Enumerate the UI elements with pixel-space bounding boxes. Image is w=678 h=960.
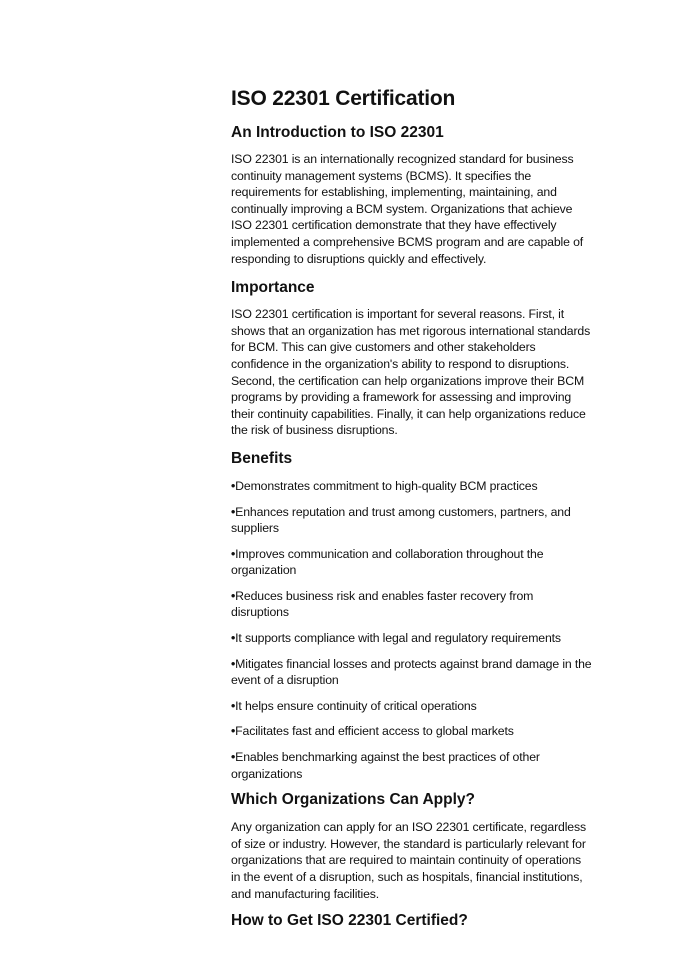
list-item-text: Demonstrates commitment to high-quality BCM practices xyxy=(235,478,538,493)
list-item xyxy=(231,588,593,621)
list-item-text: Facilitates fast and efficient access to global markets xyxy=(235,724,514,739)
list-item-text: It helps ensure continuity of critical operations xyxy=(235,698,477,713)
bullet-icon: • xyxy=(231,698,236,713)
list-item-text: Mitigates financial losses and protects against brand damage in the event of a disruption xyxy=(231,656,592,688)
list-item xyxy=(231,504,593,537)
list-item xyxy=(231,478,593,495)
list-item xyxy=(231,630,593,647)
list-item-text: Reduces business risk and enables faster recovery from disruptions xyxy=(231,588,534,620)
intro-paragraph: ISO 22301 is an internationally recognized standard for business continuity management systems (BCMS). It specifies the requirements for establishing, implementing, maintaining, and continually improving a BCM system. Organizations that achieve ISO 22301 certification demonstrate that they have effectively implemented a comprehensive BCMS program and are capable of responding to disruptions quickly and effectively. xyxy=(231,152,584,266)
bullet-icon: • xyxy=(231,656,236,671)
page-title: ISO 22301 Certification xyxy=(231,87,456,110)
howto-heading: How to Get ISO 22301 Certified? xyxy=(231,912,468,930)
bullet-icon: • xyxy=(231,588,236,603)
bullet-icon: • xyxy=(231,724,236,739)
importance-paragraph: ISO 22301 certification is important for several reasons. First, it shows that an organization has met rigorous international standards for BCM. This can give customers and other stakeholders confidence in the organization's ability to respond to disruptions. Second, the certification can help organizations improve their BCM programs by providing a framework for assessing and improving their continuity capabilities. Finally, it can help organizations reduce the risk of business disruptions. xyxy=(231,307,591,438)
bullet-icon: • xyxy=(231,504,236,519)
organizations-heading: Which Organizations Can Apply? xyxy=(231,791,475,809)
intro-heading: An Introduction to ISO 22301 xyxy=(231,124,444,141)
list-item-text: Enhances reputation and trust among customers, partners, and suppliers xyxy=(231,504,571,536)
document-page xyxy=(231,86,593,931)
list-item-text: Improves communication and collaboration throughout the organization xyxy=(231,546,544,578)
list-item xyxy=(231,546,593,579)
importance-heading: Importance xyxy=(231,279,315,297)
benefits-heading: Benefits xyxy=(231,449,293,467)
list-item xyxy=(231,656,593,689)
benefits-list xyxy=(231,478,593,782)
list-item xyxy=(231,749,593,782)
bullet-icon: • xyxy=(231,750,236,765)
bullet-icon: • xyxy=(231,546,236,561)
list-item-text: Enables benchmarking against the best practices of other organizations xyxy=(231,750,540,781)
list-item xyxy=(231,723,593,740)
bullet-icon: • xyxy=(231,631,236,646)
organizations-paragraph: Any organization can apply for an ISO 22301 certificate, regardless of size or industry. However, the standard is particularly relevant for organizations that are required to maintain continuity of operations in the event of a disruption, such as hospitals, financial institutions, and manufacturing facilities. xyxy=(231,820,586,901)
bullet-icon: • xyxy=(231,478,236,493)
list-item xyxy=(231,698,593,715)
list-item-text: It supports compliance with legal and regulatory requirements xyxy=(235,631,561,646)
